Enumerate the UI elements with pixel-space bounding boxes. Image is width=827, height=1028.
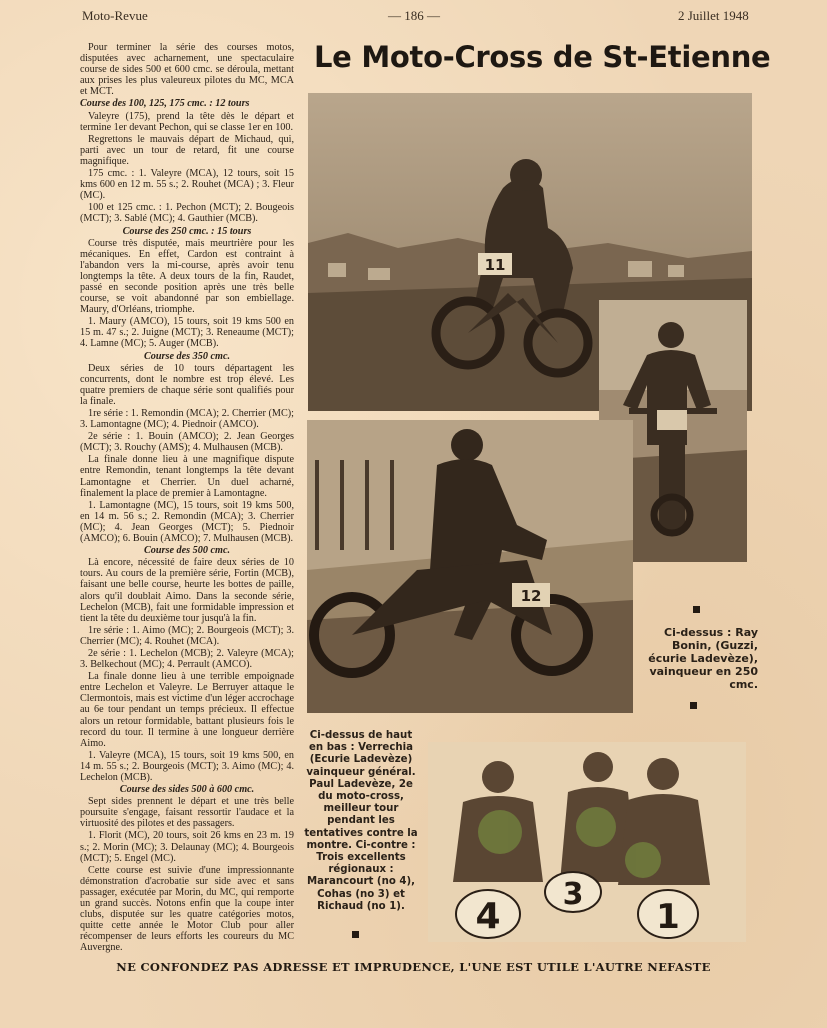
article-paragraph: 1re série : 1. Aimo (MC); 2. Bourgeois (MCT); 3. Cherrier (MC); 4. Rouhet (MCA). (80, 624, 294, 647)
article-paragraph: 100 et 125 cmc. : 1. Pechon (MCT); 2. Bougeois (MCT); 3. Sablé (MC); 4. Gauthier (MCB). (80, 202, 294, 225)
article-paragraph: 1re série : 1. Remondin (MCA); 2. Cherrier (MC); 3. Lamontagne (MC); 4. Piednoir (AMCO). (80, 408, 294, 431)
article-paragraph: La finale donne lieu à une terrible empoignade entre Lechelon et Valeyre. Le Berruyer attaque le Clermontois, mais est victime d'un léger accrochage au 6e tour pendant un temps précieux. Il effectue alors un retour formidable, battant plusieurs fois le record du tour. Il termine à une longueur derrière Aimo. (80, 671, 294, 749)
article-paragraph: Cette course est suivie d'une impressionnante démonstration d'acrobatie sur side avec et sans passager, exécutée par Morin, du MC, qui remporte un grand succès. Notons enfin que la coupe inter clubs, disputée sur les quatre catégories motos, quitte cette année le Motor Club pour aller récompenser de leurs efforts les coureurs du MC Auvergne. (80, 864, 294, 954)
caption-riders: Ci-dessus de haut en bas : Verrechia (Ecurie Ladevèze) vainqueur général. Paul Ladevèze, 2e du moto-cross, meilleur tour pendant les tentatives contre la montre. Ci-contre : Trois excellents régionaux : Marancourt (no 4), Cohas (no 3) et Richaud (no 1). (304, 730, 418, 912)
article-paragraph: Sept sides prennent le départ et une très belle poursuite s'engage, faisant ressortir l'audace et la virtuosité des pilotes et des passagers. (80, 796, 294, 830)
article-paragraph: Là encore, nécessité de faire deux séries de 10 tours. Au cours de la première série, Fortin (MCB), faisant une belle course, heurte les bottes de paille, alors qu'il doublait Aimo. Dans la seconde série, Lechelon (MCB), fait une formidable impression et tient la tête du deuxième tour jusqu'à la fin. (80, 557, 294, 624)
article-paragraph: 1. Florit (MC), 20 tours, soit 26 kms en 23 m. 19 s.; 2. Morin (MC); 3. Delaunay (MC); 4. Bourgeois (MCT); 5. Engel (MC). (80, 830, 294, 864)
race-heading: Course des 350 cmc. (143, 350, 231, 362)
race-heading: Course des 250 cmc. : 15 tours (122, 225, 252, 237)
article-paragraph: Regrettons le mauvais départ de Michaud, qui, parti avec un tour de retard, fit une course magnifique. (80, 133, 294, 167)
caption-bullet-right (690, 702, 697, 709)
number-plate-1: 1 (656, 897, 680, 937)
race-heading: Course des sides 500 à 600 cmc. (119, 784, 255, 796)
article-paragraph: La finale donne lieu à une magnifique dispute entre Remondin, tenant longtemps la tête devant Lamontagne et Cherrier. Un duel acharné, finalement la place de premier à Lamontagne. (80, 454, 294, 499)
number-plate-12: 12 (520, 587, 542, 605)
caption-bullet-left (352, 931, 359, 938)
number-plate-11: 11 (484, 256, 506, 274)
issue-date: 2 Juillet 1948 (678, 8, 749, 23)
article-paragraph: Valeyre (175), prend la tête dès le départ et termine 1er devant Pechon, qui se classe 1er en 100. (80, 110, 294, 133)
article-paragraph: Pour terminer la série des courses motos, disputées avec acharnement, une spectaculaire course de sides 500 et 600 cmc. se déroula, mettant aux prises les plus valeureux pilotes du MC, MCA et MCT. (80, 42, 294, 98)
article-title: Le Moto-Cross de St-Etienne (314, 40, 771, 74)
caption-bullet-top (693, 606, 700, 613)
article-paragraph: 2e série : 1. Bouin (AMCO); 2. Jean Georges (MCT); 3. Rouchy (AMS); 4. Mulhausen (MCB). (80, 431, 294, 454)
photo-three-riders (428, 742, 746, 942)
publication-name: Moto-Revue (82, 8, 148, 23)
article-paragraph: Deux séries de 10 tours départagent les concurrents, dont le nombre est trop élevé. Les quatre premiers de chaque série sont qualifiés pour la finale. (80, 362, 294, 407)
race-heading: Course des 100, 125, 175 cmc. : 12 tours (80, 98, 250, 110)
article-paragraph: 1. Maury (AMCO), 15 tours, soit 19 kms 500 en 15 m. 47 s.; 2. Juigne (MCT); 3. Reneaume (MCT); 4. Lamne (MC); 5. Auger (MCB). (80, 316, 294, 350)
photo-paul-ladeveze (307, 420, 633, 713)
number-plate-4: 4 (475, 896, 501, 937)
number-plate-3: 3 (562, 877, 584, 912)
caption-ray-bonin: Ci-dessus : Ray Bonin, (Guzzi, écurie Ladevèze), vainqueur en 250 cmc. (648, 626, 758, 691)
page-number: — 186 — (388, 8, 440, 23)
article-paragraph: Course très disputée, mais meurtrière pour les mécaniques. En effet, Cardon est contraint à l'abandon vers la mi-course, après avoir tenu longtemps la tête. A deux tours de la fin, Raudet, passé en seconde position après une très belle course, se voit abandonné par son embiellage. Maury, d'Orléans, triomphe. (80, 237, 294, 316)
article-paragraph: 1. Lamontagne (MC), 15 tours, soit 19 kms 500, en 14 m. 56 s.; 2. Remondin (MCA); 3. Cherrier (MC); 4. Jean Georges (MCT); 5. Piednoir (AMCO); 6. Bouin (AMCO); 7. Mulhausen (MCB). (80, 499, 294, 545)
footer-slogan: NE CONFONDEZ PAS ADRESSE ET IMPRUDENCE, L'UNE EST UTILE L'AUTRE NEFASTE (116, 960, 711, 974)
article-paragraph: 175 cmc. : 1. Valeyre (MCA), 12 tours, soit 15 kms 600 en 12 m. 55 s.; 2. Rouhet (MCA) ; 3. Fleur (MC). (80, 168, 294, 202)
article-text-column (80, 42, 294, 955)
article-paragraph: 2e série : 1. Lechelon (MCB); 2. Valeyre (MCA); 3. Belkechout (MC); 4. Perrault (AMCO). (80, 647, 294, 671)
race-heading: Course des 500 cmc. (143, 545, 231, 557)
article-paragraph: 1. Valeyre (MCA), 15 tours, soit 19 kms 500, en 14 m. 55 s.; 2. Bourgeois (MCT); 3. Aimo (MC); 4. Lechelon (MCB). (80, 749, 294, 783)
